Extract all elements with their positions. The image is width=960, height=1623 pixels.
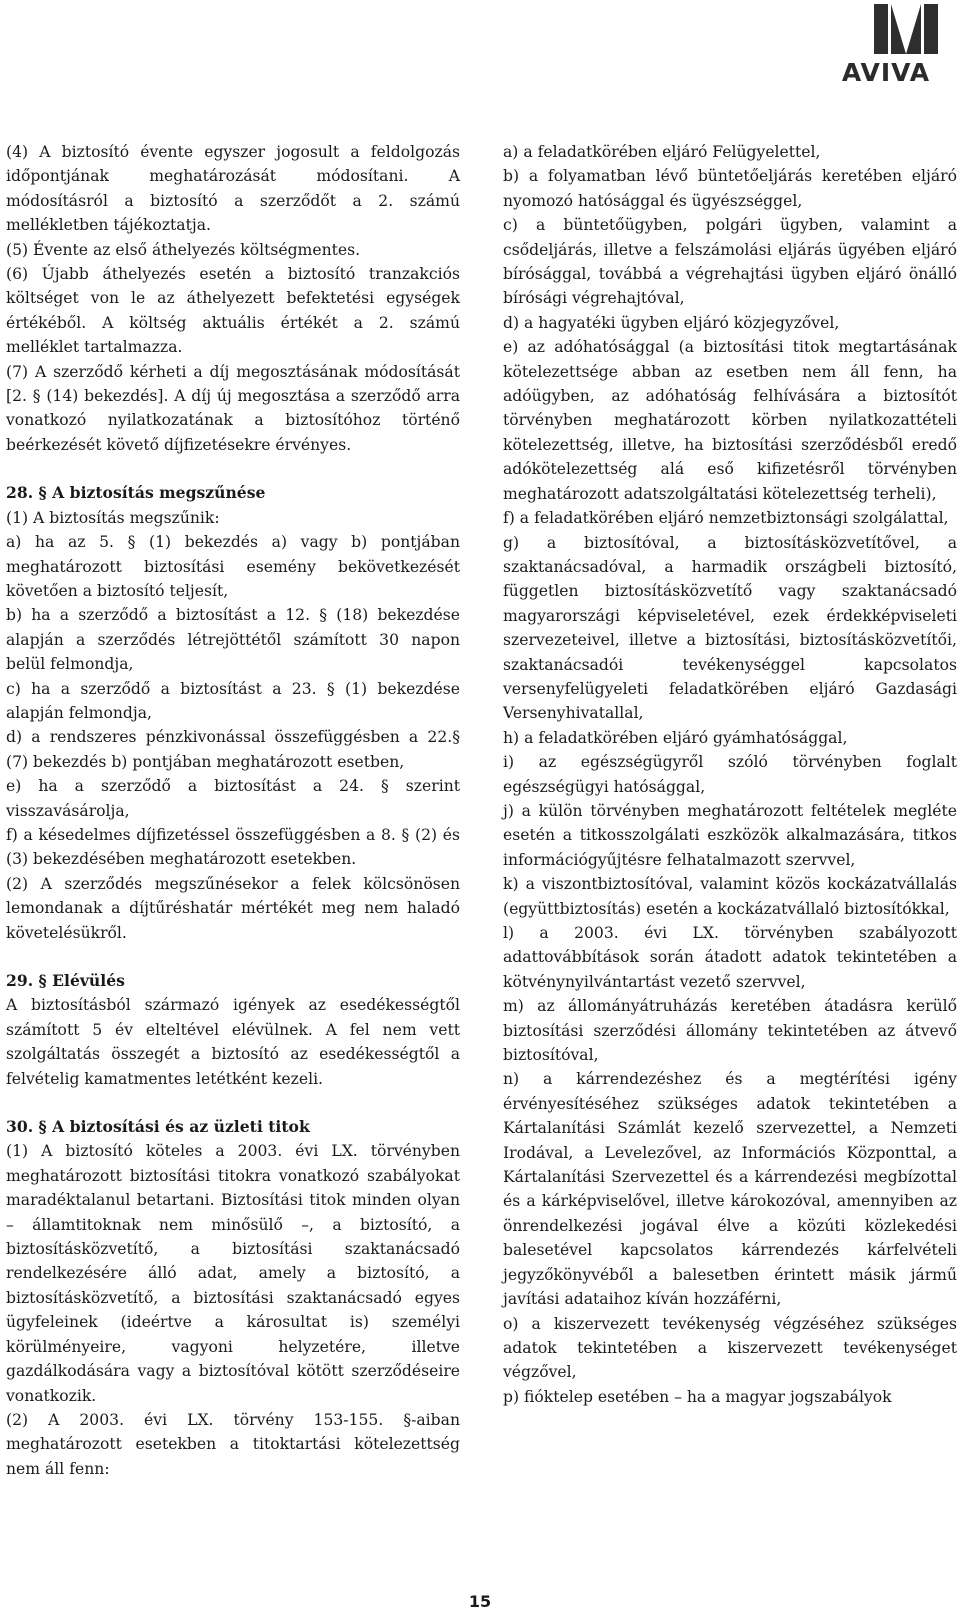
list-item: e) az adóhatósággal (a biztosítási titok megtartásának kötelezettsége abban az esetben nem áll fenn, ha adóügyben, az adóhatóság felhívására a biztosítót törvényben meghatározott körben nyilatkozattételi kötelezettség, illetve, ha biztosítási szerződésből eredő adókötelezettség alá eső kifizetésről törvényben meghatározott adatszolgáltatási kötelezettség terheli), [503,338,957,503]
section-heading-29: 29. § Elévülés [6,971,125,990]
list-item: c) a büntetőügyben, polgári ügyben, valamint a csődeljárás, illetve a felszámolási eljárás ügyében eljáró bírósággal, továbbá a végrehajtási ügyben eljáró önálló bírósági végrehajtóval, [503,216,957,308]
list-item: g) a biztosítóval, a biztosításközvetítővel, a szaktanácsadóval, a harmadik országbeli biztosító, független biztosításközvetítő vagy szaktanácsadó magyarországi képviseletével, ezek érdekképviseleti szervezeteivel, illetve a biztosítási, biztosításközvetítői, szaktanácsadói tevékenységgel kapcsolatos versenyfelügyeleti feladatkörében eljáró Gazdasági Versenyhivatallal, [503,533,957,723]
paragraph: (6) Újabb áthelyezés esetén a biztosító tranzakciós költséget von le az áthelyezett befektetési egységek értékéből. A költség aktuális értékét a 2. számú melléklet tartalmazza. [6,265,460,357]
paragraph: (2) A szerződés megszűnésekor a felek kölcsönösen lemondanak a díjtűréshatár mértékét meg nem haladó követelésükről. [6,874,460,942]
section-heading-30: 30. § A biztosítási és az üzleti titok [6,1117,310,1137]
list-item: j) a külön törvényben meghatározott feltételek megléte esetén a titkosszolgálati eszközök alkalmazására, titkos információgyűjtésre felhatalmazott szervvel, [503,801,957,869]
section-heading-28: 28. § A biztosítás megszűnése [6,483,266,503]
brand-wordmark: AVIVA [841,58,931,87]
list-item: m) az állományátruházás keretében átadásra kerülő biztosítási szerződési állomány tekintetében az átvevő biztosítóval, [503,997,957,1065]
list-item: k) a viszontbiztosítóval, valamint közös kockázatvállalás (együttbiztosítás) esetén a kockázatvállaló biztosítókkal, [503,875,957,918]
paragraph: (2) A 2003. évi LX. törvény 153-155. §-aiban meghatározott esetekben a titoktartási kötelezettség nem áll fenn: [6,1410,460,1478]
paragraph: f) a késedelmes díjfizetéssel összefüggésben a 8. § (2) és (3) bekezdésében meghatározott esetekben. [6,825,460,869]
page-number: 15 [468,1592,492,1611]
list-item: i) az egészségügyről szóló törvényben foglalt egészségügyi hatósággal, [503,753,957,796]
aviva-logo [834,4,938,87]
paragraph: d) a rendszeres pénzkivonással összefüggésben a 22.§ (7) bekezdés b) pontjában meghatározott esetben, [6,728,460,771]
paragraph: (1) A biztosítás megszűnik: [6,508,220,527]
aviva-emblem-icon [874,4,938,54]
list-item: d) a hagyatéki ügyben eljáró közjegyzővel, [503,313,840,332]
left-column [6,140,460,1481]
paragraph: (1) A biztosító köteles a 2003. évi LX. törvényben meghatározott biztosítási titokra vonatkozó szabályokat maradéktalanul betartani. Biztosítási titok minden olyan – államtitoknak nem minősülő –, a biztosító, a biztosításközvetítő, a biztosítási szaktanácsadó rendelkezésére álló adat, amely a biztosító, a biztosításközvetítő, a biztosítási szaktanácsadó egyes ügyfeleinek (ideértve a károsultat is) személyi körülményeire, vagyoni helyzetére, illetve gazdálkodására vagy a biztosítóval kötött szerződéseire vonatkozik. [6,1142,460,1405]
list-item: n) a kárrendezéshez és a megtérítési igény érvényesítéséhez szükséges adatok tekintetében a Kártalanítási Számlát kezelő szervezettel, a Nemzeti Irodával, a Levelezővel, az Információs Központtal, a Kártalanítási Szervezettel és a kárrendezési megbízottal és a kárképviselővel, illetve károkozóval, amennyiben az önrendelkezési jogával élve a közúti közlekedési balesetével kapcsolatos kárrendezés kárfelvételi jegyzőkönyvéből a balesetben érintett másik jármű javítási adataihoz kíván hozzáférni, [503,1070,957,1309]
paragraph: (5) Évente az első áthelyezés költségmentes. [6,240,361,259]
list-item: p) fióktelep esetében – ha a magyar jogszabályok [503,1387,892,1406]
list-item: h) a feladatkörében eljáró gyámhatósággal, [503,728,848,747]
paragraph: b) ha a szerződő a biztosítást a 12. § (18) bekezdése alapján a szerződés létrejöttétől számított 30 napon belül felmondja, [6,606,460,674]
paragraph: A biztosításból származó igények az esedékességtől számított 5 év elteltével elévülnek. A fel nem vett szolgáltatás összegét a biztosító az esedékességtől a felvételig kamatmentes letétként kezeli. [6,996,460,1088]
list-item: a) a feladatkörében eljáró Felügyelettel, [503,143,821,161]
paragraph: e) ha a szerződő a biztosítást a 24. § szerint visszavásárolja, [6,777,460,820]
list-item: b) a folyamatban lévő büntetőeljárás keretében eljáró nyomozó hatósággal és ügyészséggel, [503,167,957,210]
right-column [503,140,957,1409]
paragraph: (4) A biztosító évente egyszer jogosult a feldolgozás időpontjának meghatározását módosítani. A módosításról a biztosító a szerződőt a 2. számú mellékletben tájékoztatja. [6,143,460,235]
paragraph: (7) A szerződő kérheti a díj megosztásának módosítását [2. § (14) bekezdés]. A díj új megosztása a szerződő arra vonatkozó nyilatkozatának a biztosítóhoz történő beérkezését követő díjfizetésekre érvényes. [6,362,460,454]
list-item: o) a kiszervezett tevékenység végzéséhez szükséges adatok tekintetében a kiszervezett tevékenységet végzővel, [503,1314,957,1382]
paragraph: c) ha a szerződő a biztosítást a 23. § (1) bekezdése alapján felmondja, [6,679,460,722]
list-item: f) a feladatkörében eljáró nemzetbiztonsági szolgálattal, [503,509,949,528]
list-item: l) a 2003. évi LX. törvényben szabályozott adattovábbítások során átadott adatok tekintetében a kötvénynyilvántartást vezető szervvel, [503,924,957,991]
paragraph: a) ha az 5. § (1) bekezdés a) vagy b) pontjában meghatározott biztosítási esemény bekövetkezését követően a biztosító teljesít, [6,533,460,600]
